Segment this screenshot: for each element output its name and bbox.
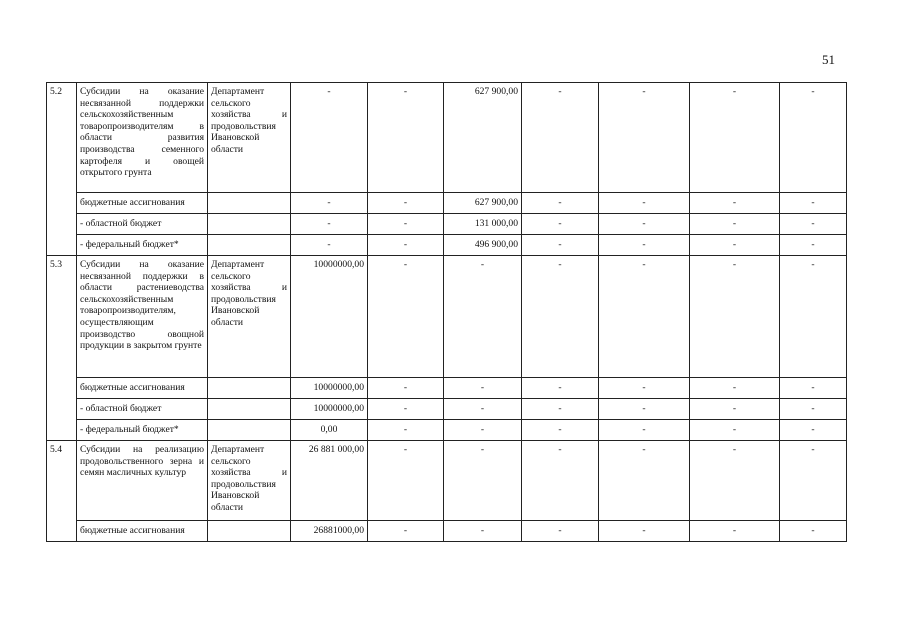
table-row: [47, 399, 847, 420]
table-row: [47, 214, 847, 235]
value-cell: 627 900,00: [444, 193, 522, 214]
row-title: Субсидии на оказание несвязанной поддержки сельскохозяйственным товаропроизводителям в области развития производства семенного картофеля и овощей открытого грунта: [77, 83, 208, 193]
value-cell: -: [444, 441, 522, 521]
empty-cell: [208, 193, 291, 214]
value-cell: -: [690, 256, 780, 378]
value-cell: -: [368, 214, 444, 235]
value-cell: -: [368, 193, 444, 214]
value-cell: -: [599, 193, 690, 214]
value-cell: -: [780, 235, 847, 256]
value-cell: 10000000,00: [291, 399, 368, 420]
value-cell: -: [368, 399, 444, 420]
value-cell: -: [780, 441, 847, 521]
value-cell: -: [522, 235, 599, 256]
value-cell: -: [780, 214, 847, 235]
value-cell: -: [291, 193, 368, 214]
value-cell: -: [690, 420, 780, 441]
value-cell: -: [444, 420, 522, 441]
table-row: [47, 420, 847, 441]
empty-cell: [208, 399, 291, 420]
value-cell: -: [368, 420, 444, 441]
value-cell: -: [599, 420, 690, 441]
value-cell: -: [368, 378, 444, 399]
value-cell: -: [444, 256, 522, 378]
value-cell: -: [690, 441, 780, 521]
value-cell: -: [522, 378, 599, 399]
budget-table: [46, 82, 847, 542]
value-cell: -: [690, 83, 780, 193]
value-cell: -: [780, 521, 847, 542]
row-title: Субсидии на оказание несвязанной поддержки в области растениеводства сельскохозяйственным товаропроизводителям, осуществляющим производство овощной продукции в закрытом грунте: [77, 256, 208, 378]
value-cell: -: [522, 420, 599, 441]
empty-cell: [208, 521, 291, 542]
value-cell: -: [599, 214, 690, 235]
row-title: - областной бюджет: [77, 214, 208, 235]
value-cell: -: [780, 193, 847, 214]
table-row: [47, 256, 847, 378]
value-cell: -: [368, 83, 444, 193]
value-cell: -: [444, 399, 522, 420]
value-cell: -: [291, 83, 368, 193]
table-row: [47, 441, 847, 521]
empty-cell: [208, 378, 291, 399]
row-title: - федеральный бюджет*: [77, 235, 208, 256]
value-cell: -: [780, 378, 847, 399]
row-title: Субсидии на реализацию продовольственного зерна и семян масличных культур: [77, 441, 208, 521]
row-title: - областной бюджет: [77, 399, 208, 420]
value-cell: -: [522, 193, 599, 214]
row-title: бюджетные ассигнования: [77, 378, 208, 399]
row-number: 5.2: [47, 83, 77, 256]
value-cell: -: [599, 441, 690, 521]
value-cell: -: [690, 521, 780, 542]
value-cell: 26881000,00: [291, 521, 368, 542]
table-row: [47, 521, 847, 542]
value-cell: -: [599, 378, 690, 399]
value-cell: -: [368, 521, 444, 542]
row-title: бюджетные ассигнования: [77, 521, 208, 542]
value-cell: -: [780, 256, 847, 378]
value-cell: 0,00: [291, 420, 368, 441]
value-cell: 627 900,00: [444, 83, 522, 193]
table-row: [47, 193, 847, 214]
value-cell: -: [599, 235, 690, 256]
value-cell: -: [522, 399, 599, 420]
table-row: [47, 378, 847, 399]
value-cell: -: [444, 521, 522, 542]
value-cell: -: [291, 235, 368, 256]
row-number: 5.4: [47, 441, 77, 542]
value-cell: 26 881 000,00: [291, 441, 368, 521]
value-cell: -: [599, 521, 690, 542]
value-cell: -: [690, 214, 780, 235]
value-cell: -: [522, 83, 599, 193]
row-executor: Департамент сельского хозяйства и продовольствия Ивановской области: [208, 441, 291, 521]
empty-cell: [208, 214, 291, 235]
value-cell: -: [599, 399, 690, 420]
row-executor: Департамент сельского хозяйства и продовольствия Ивановской области: [208, 83, 291, 193]
value-cell: -: [522, 256, 599, 378]
page-number: 51: [822, 52, 835, 67]
value-cell: -: [291, 214, 368, 235]
value-cell: -: [368, 256, 444, 378]
table-row: [47, 235, 847, 256]
value-cell: 131 000,00: [444, 214, 522, 235]
table-row: [47, 83, 847, 193]
value-cell: -: [444, 378, 522, 399]
value-cell: -: [522, 214, 599, 235]
value-cell: -: [522, 521, 599, 542]
value-cell: -: [599, 256, 690, 378]
value-cell: -: [690, 378, 780, 399]
value-cell: -: [780, 420, 847, 441]
empty-cell: [208, 235, 291, 256]
value-cell: -: [368, 441, 444, 521]
value-cell: 496 900,00: [444, 235, 522, 256]
empty-cell: [208, 420, 291, 441]
value-cell: -: [780, 83, 847, 193]
value-cell: -: [690, 235, 780, 256]
row-title: бюджетные ассигнования: [77, 193, 208, 214]
value-cell: -: [690, 193, 780, 214]
value-cell: -: [690, 399, 780, 420]
value-cell: -: [599, 83, 690, 193]
value-cell: -: [368, 235, 444, 256]
value-cell: 10000000,00: [291, 378, 368, 399]
value-cell: 10000000,00: [291, 256, 368, 378]
row-executor: Департамент сельского хозяйства и продовольствия Ивановской области: [208, 256, 291, 378]
value-cell: -: [780, 399, 847, 420]
row-title: - федеральный бюджет*: [77, 420, 208, 441]
row-number: 5.3: [47, 256, 77, 441]
value-cell: -: [522, 441, 599, 521]
